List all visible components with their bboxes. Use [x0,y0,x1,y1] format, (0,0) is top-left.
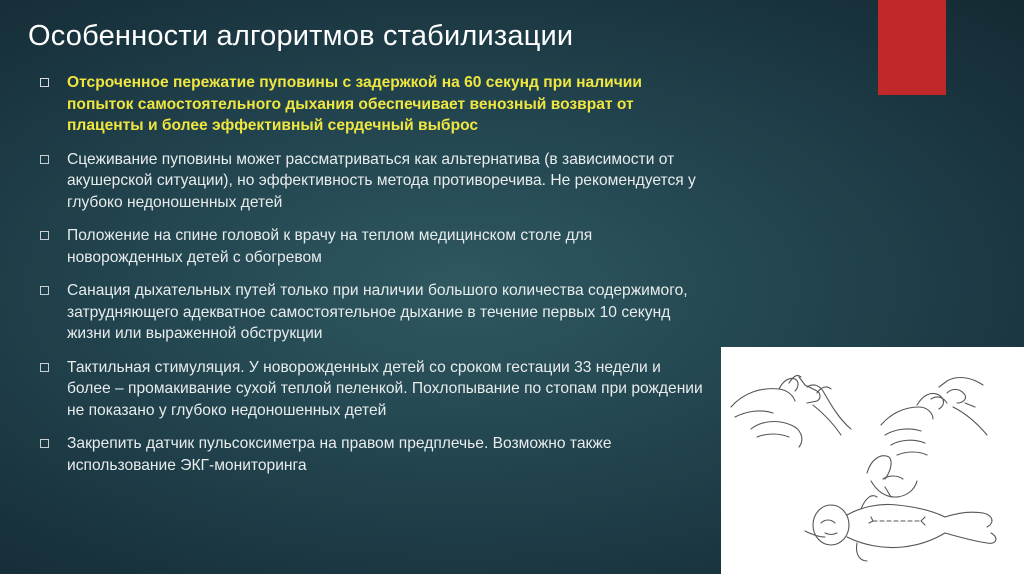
bullet-list [38,72,708,488]
square-bullet-icon [40,363,49,372]
bullet-item-pulse-oximetry [38,433,708,476]
bullet-item-cord-milking [38,149,708,214]
bullet-item-airway-suction [38,280,708,345]
bullet-item-position [38,225,708,268]
newborn-stimulation-illustration [721,347,1024,574]
bullet-text: Закрепить датчик пульсоксиметра на правом предплечье. Возможно также использование ЭКГ-мониторинга [67,435,612,474]
bullet-text: Отсроченное пережатие пуповины с задержкой на 60 секунд при наличии попыток самостоятельного дыхания обеспечивает венозный возврат от плаценты и более эффективный сердечный выброс [67,74,642,134]
page-title: Особенности алгоритмов стабилизации [28,20,574,52]
bullet-item-tactile-stimulation [38,357,708,422]
accent-bar [878,0,946,95]
square-bullet-icon [40,155,49,164]
bullet-item-cord-clamping [38,72,708,137]
bullet-text: Положение на спине головой к врачу на теплом медицинском столе для новорожденных детей с обогревом [67,227,593,266]
square-bullet-icon [40,78,49,87]
newborn-stimulation-illustration-icon [721,347,1024,574]
bullet-text: Санация дыхательных путей только при наличии большого количества содержимого, затрудняющего адекватное самостоятельное дыхание в течение первых 10 секунд жизни или выраженной обструкции [67,282,688,342]
square-bullet-icon [40,286,49,295]
square-bullet-icon [40,439,49,448]
bullet-text: Сцеживание пуповины может рассматриваться как альтернатива (в зависимости от акушерской ситуации), но эффективность метода противоречива. Не рекомендуется у глубоко недоношенных детей [67,150,696,211]
square-bullet-icon [40,231,49,240]
bullet-text: Тактильная стимуляция. У новорожденных детей со сроком гестации 33 недели и более – промакивание сухой теплой пеленкой. Похлопывание по стопам при рождении не показано у глубоко недоношенных детей [67,358,703,419]
